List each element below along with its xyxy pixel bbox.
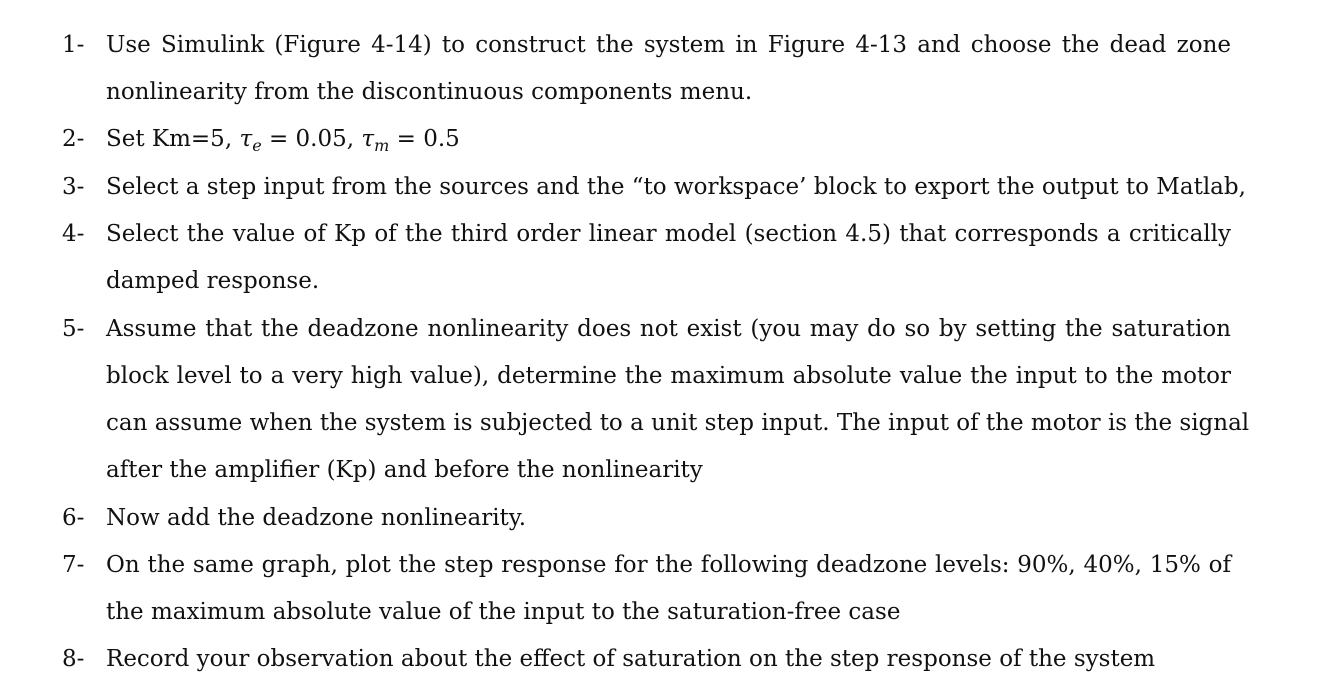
item-text [106,636,1231,683]
item-line: after the amplifier (Kp) and before the nonlinearity [106,457,703,483]
item-line: Record your observation about the effect of saturation on the step response of the system [106,646,1156,672]
set-km-text: Set Km=5, [106,126,240,152]
item-text [106,495,1231,542]
tau-m-value: = 0.5 [389,126,460,152]
item-text [106,542,1231,636]
item-text [106,116,1231,163]
item-number: 3- [62,174,85,200]
item-line: the maximum absolute value of the input to the saturation-free case [106,599,901,625]
item-line: On the same graph, plot the step response for the following deadzone levels: 90%, 40%, 15% of [106,552,1231,578]
item-line: block level to a very high value), determine the maximum absolute value the input to the motor [106,363,1231,389]
item-number: 2- [62,126,85,152]
tau-e-subscript: e [252,136,262,155]
tau-e-value: = 0.05, [261,126,362,152]
item-number: 7- [62,552,85,578]
tau-symbol: τ [239,126,253,152]
item-text [106,164,1246,211]
item-text [106,22,1231,116]
item-line: Use Simulink (Figure 4-14) to construct the system in Figure 4-13 and choose the dead zone [106,32,1231,58]
tau-symbol: τ [361,126,375,152]
item-line: Assume that the deadzone nonlinearity does not exist (you may do so by setting the saturation [106,316,1231,342]
item-number: 8- [62,646,85,672]
item-text [106,211,1231,305]
item-number: 1- [62,32,85,58]
item-number: 5- [62,316,85,342]
tau-m-subscript: m [374,136,390,155]
item-line: nonlinearity from the discontinuous components menu. [106,79,753,105]
item-line [106,116,1231,163]
item-number: 6- [62,505,85,531]
item-text [106,306,1250,494]
item-line: Select the value of Kp of the third order linear model (section 4.5) that corresponds a critically [106,221,1231,247]
item-line: can assume when the system is subjected to a unit step input. The input of the motor is the signal [106,410,1250,436]
item-line: Select a step input from the sources and the “to workspace’ block to export the output to Matlab, [106,174,1246,200]
item-line: Now add the deadzone nonlinearity. [106,505,527,531]
item-line: damped response. [106,268,320,294]
item-number: 4- [62,221,85,247]
